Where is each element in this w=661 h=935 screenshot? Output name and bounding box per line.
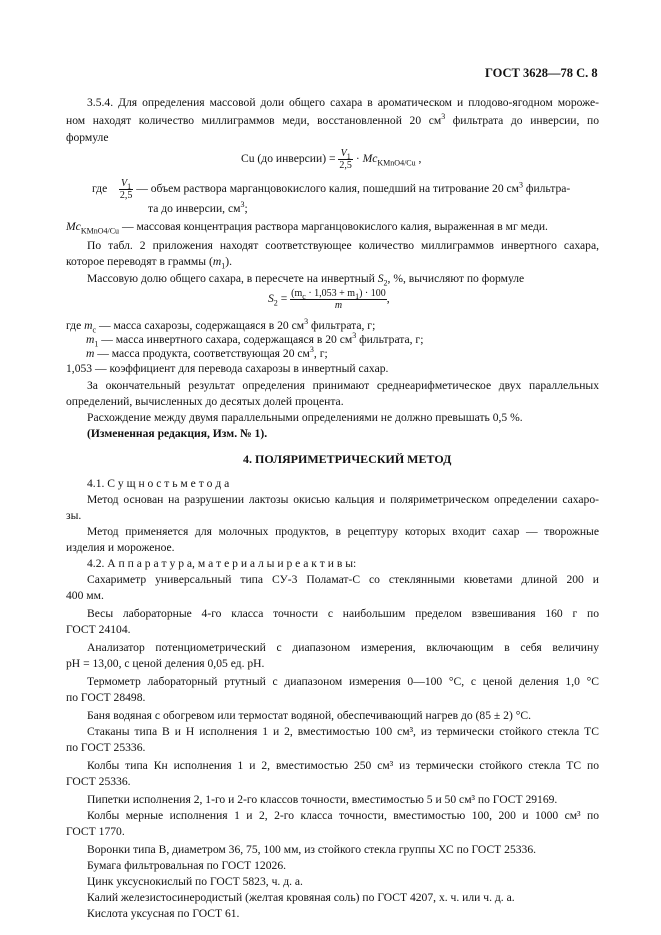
item-potassium-ferrocyanide: Калий железистосинеродистый (желтая кровяная соль) по ГОСТ 4207, х. ч. или ч. д. а. — [87, 891, 515, 904]
item-funnels: Воронки типа В, диаметром 36, 75, 100 мм, из стойкого стекла группы ХС по ГОСТ 25336. — [87, 843, 537, 856]
paragraph-table2-line2: которое переводят в граммы $(m_1)$. — [66, 255, 232, 271]
item-thermometer-cont: по ГОСТ 28498. — [66, 691, 146, 704]
definition-m1: $m_1$ — масса инвертного сахара, содержащаяся в 20 $см^3$ фильтрата, г; — [86, 331, 424, 349]
definition-m: m — масса продукта, соответствующая 20 $см^3$, г; — [86, 345, 328, 360]
item-pipettes: Пипетки исполнения 2, 1-го и 2-го классов точности, вместимостью 5 и 50 см³ по ГОСТ 29169. — [87, 793, 558, 806]
item-saccharimeter-cont: 400 мм. — [66, 589, 104, 602]
section-title: 4. ПОЛЯРИМЕТРИЧЕСКИЙ МЕТОД — [243, 452, 452, 466]
paragraph-354-line2: ном находят количество миллиграммов меди, восстановленной 20 $см^3$ фильтрата до инверсии, по — [66, 112, 599, 127]
definition-coefficient: 1,053 — коэффициент для перевода сахарозы в инвертный сахар. — [66, 362, 389, 375]
item-volumetric-flasks-cont: ГОСТ 1770. — [66, 825, 125, 838]
paragraph-mass-fraction: Массовую долю общего сахара, в пересчете на инвертный $S_2$, %, вычисляют по формуле — [87, 272, 525, 288]
where-v1-definition: где $\frac{V_1}{2,5}$ — объем раствора марганцовокислого калия, пошедший на титрование 20 $см^3$ фильтра- — [92, 178, 571, 201]
page-header: ГОСТ 3628—78 С. 8 — [485, 66, 598, 80]
subsection-42-title: 4.2. А п п а р а т у р а, м а т е р и а л ы и р е а к т и в ы: — [87, 557, 357, 570]
paragraph-table2-line1: По табл. 2 приложения находят соответствующее количество миллиграммов инвертного сахара, — [87, 239, 599, 252]
item-scales: Весы лабораторные 4-го класса точности с наибольшим пределом взвешивания 160 г по — [87, 607, 599, 620]
item-beakers: Стаканы типа В и Н исполнения 1 и 2, вместимостью 100 см³, из термически стойкого стекла ТС — [87, 725, 599, 738]
amendment-note: (Измененная редакция, Изм. № 1). — [87, 427, 268, 440]
paragraph-41-line3: Метод применяется для молочных продуктов, в рецептуру которых входит сахар — творожные — [87, 525, 599, 538]
formula-cu: Cu (до инверсии) = $\frac{V_1}{2,5}$ · $Mc_{KMnO4/Cu}$ , — [241, 148, 422, 171]
paragraph-41-line1: Метод основан на разрушении лактозы окисью кальция и поляриметрическом определении сахаро- — [87, 493, 599, 506]
item-analyzer: Анализатор потенциометрический с диапазоном измерения, включающим в себя величину — [87, 641, 599, 654]
paragraph-discrepancy: Расхождение между двумя параллельными определениями не должно превышать 0,5 %. — [87, 411, 523, 424]
item-scales-cont: ГОСТ 24104. — [66, 623, 131, 636]
where-mc-definition: $Mc_{KMnO4/Cu}$ — массовая концентрация раствора марганцовокислого калия, выраженная в мг меди. — [66, 220, 548, 236]
paragraph-final-line2: определений, вычисленных до десятых долей процента. — [66, 395, 344, 408]
item-thermometer: Термометр лабораторный ртутный с диапазоном измерения 0—100 °С, с ценой деления 1,0 °С — [87, 675, 599, 688]
definition-mc: где $m_c$ — масса сахарозы, содержащаяся в 20 $см^3$ фильтрата, г; — [66, 317, 376, 335]
item-zinc-acetate: Цинк уксуснокислый по ГОСТ 5823, ч. д. а. — [87, 875, 303, 888]
item-analyzer-cont: pH = 13,00, с ценой деления 0,05 ед. pH. — [66, 657, 265, 670]
item-flasks-kn-cont: ГОСТ 25336. — [66, 775, 131, 788]
item-flasks-kn: Колбы типа Кн исполнения 1 и 2, вместимостью 250 см³ из термически стойкого стекла ТС по — [87, 759, 599, 772]
subsection-41-title: 4.1. С у щ н о с т ь м е т о д а — [87, 477, 230, 490]
paragraph-41-line4: изделия и мороженое. — [66, 541, 175, 554]
where-v1-definition-cont: та до инверсии, $см^3$; — [148, 200, 248, 215]
item-volumetric-flasks: Колбы мерные исполнения 1 и 2, 2-го класса точности, вместимостью 100, 200 и 1000 см³ по — [87, 809, 599, 822]
formula-s2: $S_2$ = $\frac{(m_c \cdot 1,053 + m_1) \cdot 100}{m}$ , — [268, 288, 390, 311]
paragraph-final-line1: За окончательный результат определения принимают среднеарифметическое двух параллельных — [87, 379, 599, 392]
paragraph-41-line2: зы. — [66, 509, 82, 522]
item-acetic-acid: Кислота уксусная по ГОСТ 61. — [87, 907, 240, 920]
item-water-bath: Баня водяная с обогревом или термостат водяной, обеспечивающий нагрев до (85 ± 2) °С. — [87, 709, 531, 722]
item-beakers-cont: по ГОСТ 25336. — [66, 741, 146, 754]
paragraph-354-line1: 3.5.4. Для определения массовой доли общего сахара в ароматическом и плодово-ягодном мороже- — [87, 96, 599, 109]
item-saccharimeter: Сахариметр универсальный типа СУ-3 Поламат-С со стеклянными кюветами длиной 200 и — [87, 573, 599, 586]
paragraph-354-line3: формуле — [66, 131, 109, 144]
item-filter-paper: Бумага фильтровальная по ГОСТ 12026. — [87, 859, 287, 872]
